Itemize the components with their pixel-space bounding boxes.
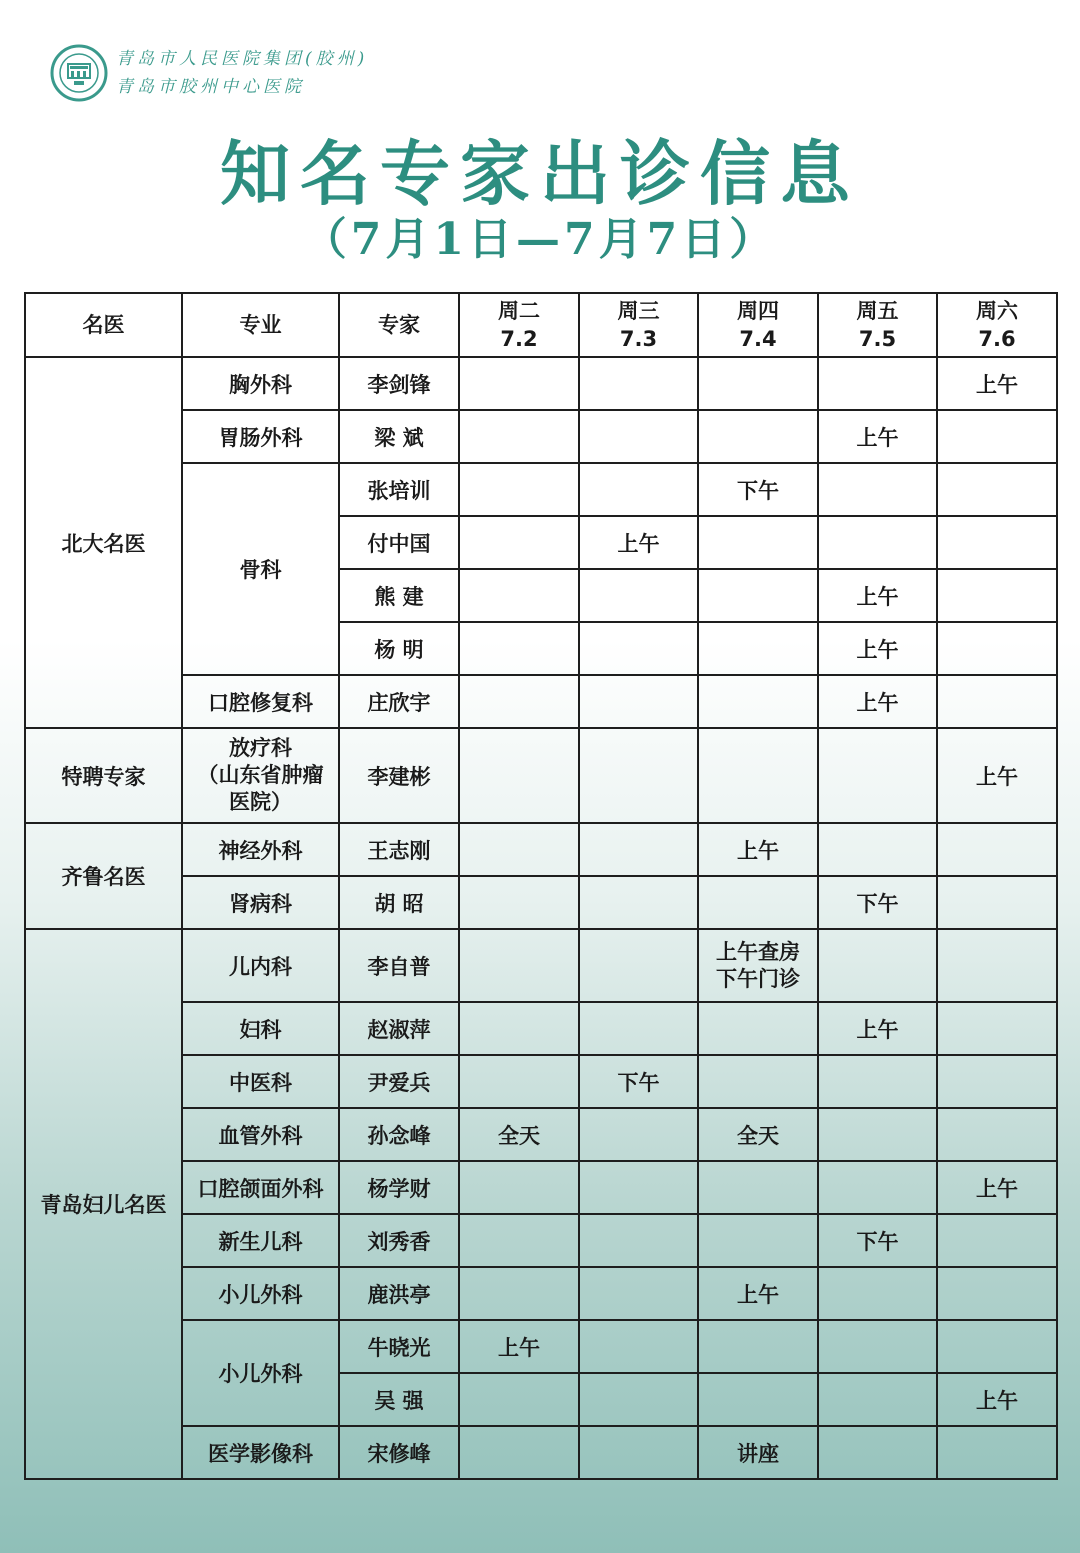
slot-cell xyxy=(937,675,1057,728)
header-row xyxy=(25,293,1057,357)
specialty-cell: 神经外科 xyxy=(182,823,339,876)
slot-cell xyxy=(579,1161,698,1214)
slot-cell: 上午 xyxy=(818,675,937,728)
slot-cell xyxy=(698,410,818,463)
slot-cell: 上午 xyxy=(937,728,1057,823)
slot-cell xyxy=(459,876,579,929)
table-row xyxy=(25,823,1057,876)
slot-cell xyxy=(579,1426,698,1479)
slot-cell xyxy=(937,1426,1057,1479)
slot-cell xyxy=(579,876,698,929)
slot-cell xyxy=(698,876,818,929)
slot-cell xyxy=(818,1373,937,1426)
expert-name: 宋修峰 xyxy=(339,1426,459,1479)
slot-cell xyxy=(459,410,579,463)
table-row xyxy=(25,929,1057,1002)
slot-cell xyxy=(698,728,818,823)
slot-cell xyxy=(459,929,579,1002)
header-day-thu: 周四 7.4 xyxy=(698,293,818,357)
expert-name: 刘秀香 xyxy=(339,1214,459,1267)
slot-cell xyxy=(459,622,579,675)
slot-cell xyxy=(937,1320,1057,1373)
hospital-group-name: 青岛市人民医院集团(胶州) xyxy=(116,49,369,69)
category-cell: 北大名医 xyxy=(25,357,182,728)
header-expert: 专家 xyxy=(339,293,459,357)
slot-cell xyxy=(937,516,1057,569)
specialty-cell: 胸外科 xyxy=(182,357,339,410)
header-day-tue: 周二 7.2 xyxy=(459,293,579,357)
category-cell: 特聘专家 xyxy=(25,728,182,823)
slot-cell xyxy=(937,823,1057,876)
slot-cell xyxy=(459,1373,579,1426)
category-cell: 齐鲁名医 xyxy=(25,823,182,929)
slot-cell xyxy=(579,463,698,516)
slot-cell xyxy=(579,675,698,728)
expert-name: 尹爱兵 xyxy=(339,1055,459,1108)
specialty-cell: 儿内科 xyxy=(182,929,339,1002)
specialty-cell: 中医科 xyxy=(182,1055,339,1108)
slot-cell xyxy=(937,1267,1057,1320)
slot-cell: 上午 xyxy=(579,516,698,569)
slot-cell xyxy=(459,463,579,516)
slot-cell xyxy=(698,1373,818,1426)
expert-name: 熊 建 xyxy=(339,569,459,622)
slot-cell xyxy=(937,1214,1057,1267)
expert-name: 吴 强 xyxy=(339,1373,459,1426)
slot-cell xyxy=(937,876,1057,929)
slot-cell xyxy=(579,929,698,1002)
slot-cell xyxy=(459,357,579,410)
schedule-table xyxy=(24,292,1058,1480)
expert-name: 王志刚 xyxy=(339,823,459,876)
slot-cell xyxy=(579,1373,698,1426)
slot-cell: 上午 xyxy=(818,410,937,463)
slot-cell xyxy=(698,622,818,675)
slot-cell xyxy=(818,1161,937,1214)
table-row xyxy=(25,357,1057,410)
specialty-cell: 口腔颌面外科 xyxy=(182,1161,339,1214)
expert-name: 李剑锋 xyxy=(339,357,459,410)
slot-cell xyxy=(579,357,698,410)
specialty-cell: 小儿外科 xyxy=(182,1320,339,1426)
slot-cell: 上午 xyxy=(937,357,1057,410)
slot-cell xyxy=(698,1214,818,1267)
header-day-fri: 周五 7.5 xyxy=(818,293,937,357)
expert-name: 胡 昭 xyxy=(339,876,459,929)
header-day-wed: 周三 7.3 xyxy=(579,293,698,357)
slot-cell xyxy=(459,728,579,823)
slot-cell xyxy=(459,1002,579,1055)
slot-cell xyxy=(937,463,1057,516)
hospital-header xyxy=(50,44,368,102)
slot-cell xyxy=(937,1002,1057,1055)
slot-cell xyxy=(579,410,698,463)
specialty-cell: 医学影像科 xyxy=(182,1426,339,1479)
specialty-cell: 小儿外科 xyxy=(182,1267,339,1320)
slot-cell xyxy=(698,1002,818,1055)
slot-cell xyxy=(459,1267,579,1320)
slot-cell: 上午 xyxy=(937,1161,1057,1214)
slot-cell xyxy=(937,1108,1057,1161)
slot-cell xyxy=(937,410,1057,463)
slot-cell xyxy=(698,569,818,622)
slot-cell: 上午 xyxy=(818,622,937,675)
specialty-cell: 肾病科 xyxy=(182,876,339,929)
slot-cell xyxy=(937,929,1057,1002)
specialty-cell: 骨科 xyxy=(182,463,339,675)
slot-cell xyxy=(818,728,937,823)
slot-cell xyxy=(937,622,1057,675)
slot-cell xyxy=(459,823,579,876)
slot-cell xyxy=(937,1055,1057,1108)
hospital-name: 青岛市胶州中心医院 xyxy=(116,77,305,97)
specialty-cell: 放疗科 （山东省肿瘤 医院） xyxy=(182,728,339,823)
expert-name: 牛晓光 xyxy=(339,1320,459,1373)
slot-cell xyxy=(579,569,698,622)
slot-cell: 上午查房 下午门诊 xyxy=(698,929,818,1002)
slot-cell xyxy=(459,1214,579,1267)
expert-name: 赵淑萍 xyxy=(339,1002,459,1055)
slot-cell: 全天 xyxy=(459,1108,579,1161)
slot-cell xyxy=(459,675,579,728)
specialty-cell: 口腔修复科 xyxy=(182,675,339,728)
slot-cell xyxy=(459,1161,579,1214)
slot-cell: 上午 xyxy=(698,1267,818,1320)
expert-name: 孙念峰 xyxy=(339,1108,459,1161)
table-row xyxy=(25,728,1057,823)
slot-cell xyxy=(698,516,818,569)
slot-cell xyxy=(818,516,937,569)
slot-cell xyxy=(818,1055,937,1108)
slot-cell xyxy=(459,1055,579,1108)
specialty-cell: 新生儿科 xyxy=(182,1214,339,1267)
slot-cell xyxy=(698,675,818,728)
slot-cell xyxy=(698,357,818,410)
page-title: 知名专家出诊信息 xyxy=(220,133,860,215)
expert-name: 杨学财 xyxy=(339,1161,459,1214)
slot-cell: 讲座 xyxy=(698,1426,818,1479)
hospital-seal-icon xyxy=(50,44,108,102)
expert-name: 李自普 xyxy=(339,929,459,1002)
slot-cell xyxy=(698,1320,818,1373)
slot-cell xyxy=(818,823,937,876)
header-category: 名医 xyxy=(25,293,182,357)
page-subtitle: （7月1日—7月7日） xyxy=(302,214,778,265)
slot-cell xyxy=(818,463,937,516)
slot-cell xyxy=(818,1426,937,1479)
slot-cell xyxy=(698,1161,818,1214)
slot-cell xyxy=(818,1320,937,1373)
header-specialty: 专业 xyxy=(182,293,339,357)
slot-cell xyxy=(818,357,937,410)
specialty-cell: 胃肠外科 xyxy=(182,410,339,463)
expert-name: 张培训 xyxy=(339,463,459,516)
slot-cell xyxy=(579,1214,698,1267)
expert-name: 梁 斌 xyxy=(339,410,459,463)
expert-name: 庄欣宇 xyxy=(339,675,459,728)
expert-name: 鹿洪亭 xyxy=(339,1267,459,1320)
slot-cell xyxy=(459,1426,579,1479)
slot-cell xyxy=(937,569,1057,622)
slot-cell: 下午 xyxy=(818,1214,937,1267)
category-cell: 青岛妇儿名医 xyxy=(25,929,182,1479)
slot-cell: 上午 xyxy=(698,823,818,876)
slot-cell xyxy=(818,1108,937,1161)
header-day-sat: 周六 7.6 xyxy=(937,293,1057,357)
slot-cell: 下午 xyxy=(579,1055,698,1108)
slot-cell xyxy=(579,1267,698,1320)
slot-cell xyxy=(459,569,579,622)
slot-cell: 上午 xyxy=(818,1002,937,1055)
expert-name: 付中国 xyxy=(339,516,459,569)
slot-cell xyxy=(579,1002,698,1055)
slot-cell xyxy=(579,622,698,675)
slot-cell xyxy=(579,823,698,876)
slot-cell: 下午 xyxy=(698,463,818,516)
slot-cell xyxy=(579,1108,698,1161)
slot-cell: 上午 xyxy=(818,569,937,622)
slot-cell: 上午 xyxy=(459,1320,579,1373)
slot-cell: 下午 xyxy=(818,876,937,929)
specialty-cell: 血管外科 xyxy=(182,1108,339,1161)
slot-cell xyxy=(579,1320,698,1373)
slot-cell xyxy=(818,1267,937,1320)
slot-cell xyxy=(459,516,579,569)
expert-name: 李建彬 xyxy=(339,728,459,823)
expert-name: 杨 明 xyxy=(339,622,459,675)
specialty-cell: 妇科 xyxy=(182,1002,339,1055)
slot-cell xyxy=(698,1055,818,1108)
slot-cell: 全天 xyxy=(698,1108,818,1161)
slot-cell: 上午 xyxy=(937,1373,1057,1426)
slot-cell xyxy=(579,728,698,823)
slot-cell xyxy=(818,929,937,1002)
